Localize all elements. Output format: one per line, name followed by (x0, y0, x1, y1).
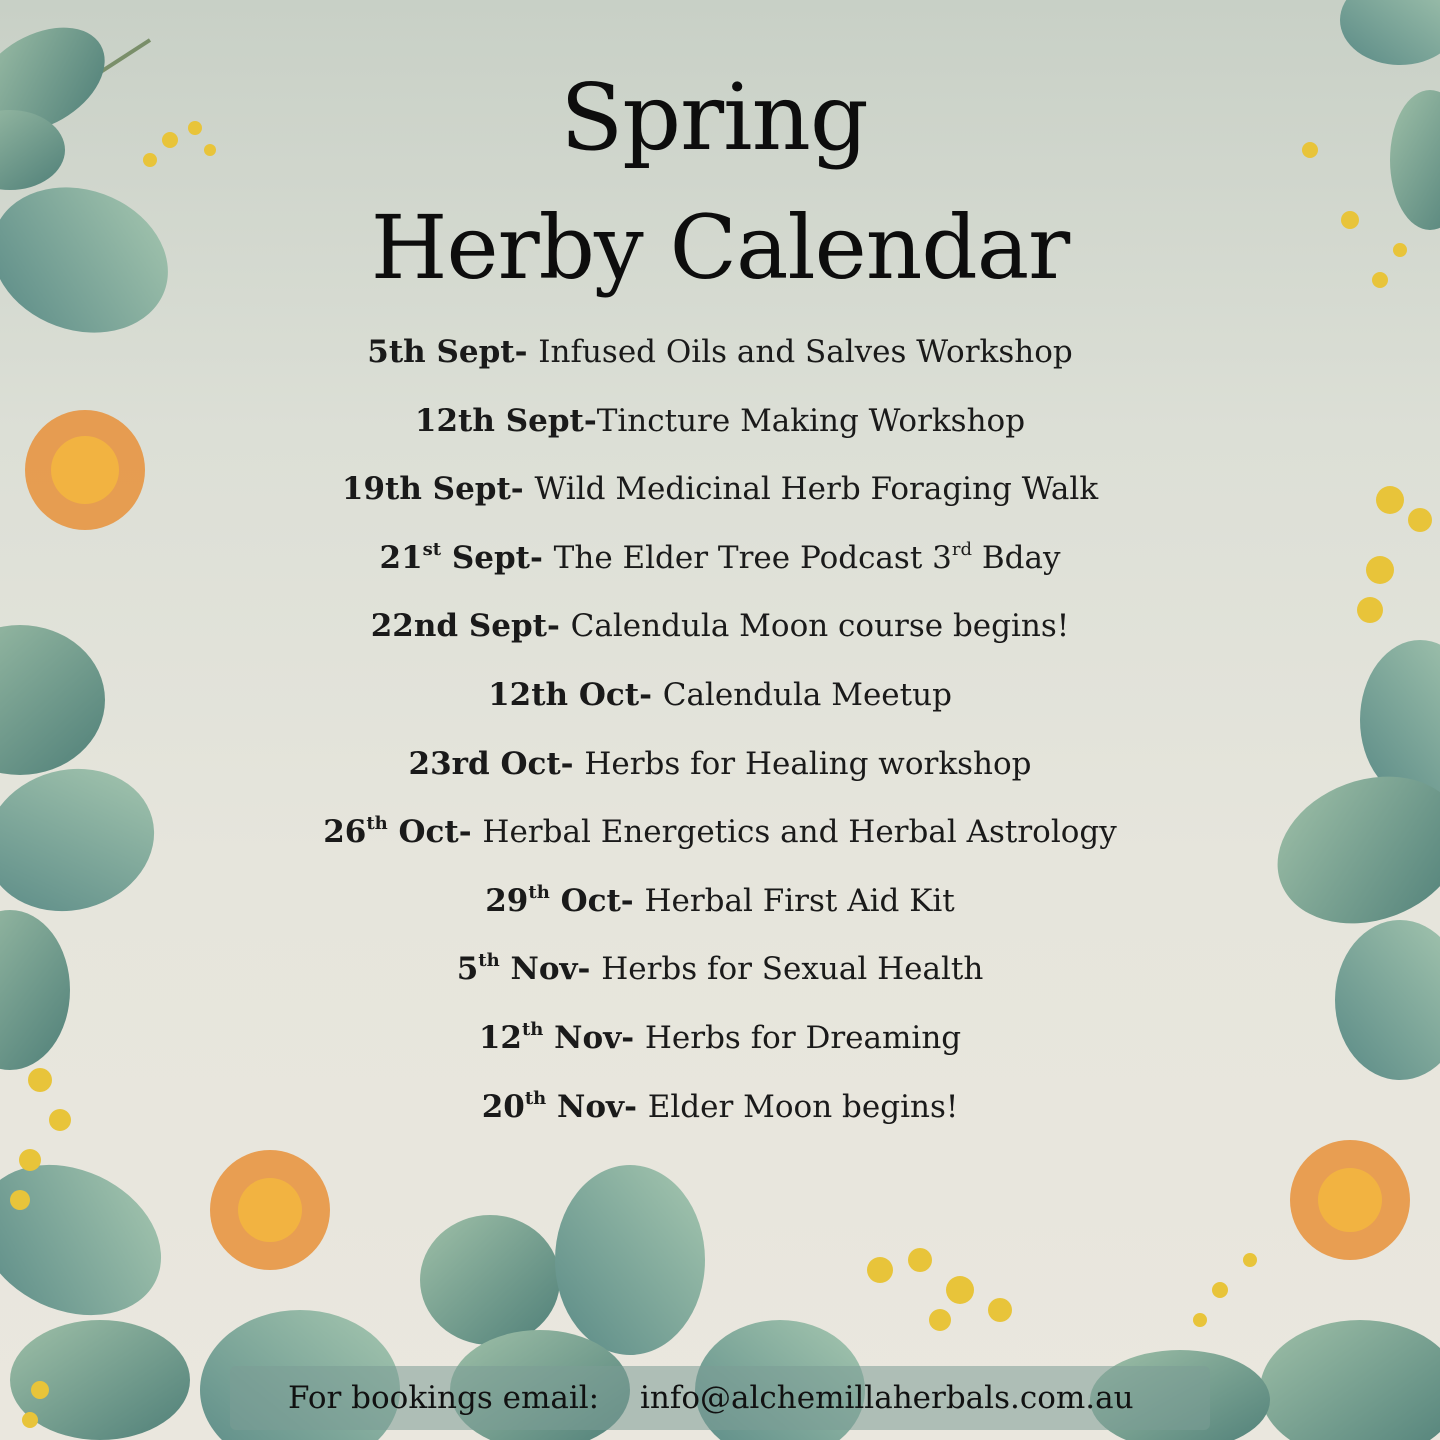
event-item (0, 661, 1440, 730)
event-date: 12th Nov- (478, 1018, 645, 1056)
event-title: Tincture Making Workshop (596, 402, 1026, 439)
event-title: Calendula Meetup (662, 676, 952, 713)
event-list (0, 318, 1440, 1141)
event-title: Herbs for Dreaming (644, 1019, 962, 1056)
event-item (0, 798, 1440, 867)
event-title: Herbal First Aid Kit (644, 882, 955, 919)
event-date: 5th Nov- (456, 950, 602, 988)
event-date: 19th Sept- (341, 471, 535, 508)
event-date: 5th Sept- (367, 334, 539, 370)
event-date: 29th Oct- (485, 881, 645, 919)
booking-footer (230, 1366, 1210, 1430)
event-item (0, 730, 1440, 799)
event-item (0, 524, 1440, 593)
event-item (0, 1073, 1440, 1142)
event-date: 20th Nov- (481, 1087, 648, 1125)
event-date: 26th Oct- (323, 813, 483, 851)
event-title: Elder Moon begins! (647, 1088, 959, 1125)
event-title: Calendula Moon course begins! (570, 608, 1070, 645)
booking-email-link[interactable]: info@alchemillaherbals.com.au (640, 1380, 1134, 1416)
event-item (0, 318, 1440, 387)
event-title: Herbs for Healing workshop (584, 745, 1032, 782)
event-date: 23rd Oct- (408, 745, 585, 782)
event-date: 21st Sept- (379, 538, 554, 576)
event-item (0, 935, 1440, 1004)
event-title: The Elder Tree Podcast 3rd Bday (553, 538, 1061, 576)
event-item (0, 455, 1440, 524)
event-date: 12th Sept- (414, 402, 597, 439)
event-title: Herbs for Sexual Health (601, 951, 984, 988)
event-item (0, 592, 1440, 661)
event-title: Herbal Energetics and Herbal Astrology (482, 814, 1117, 851)
title-line-1: Spring (560, 64, 868, 171)
event-title: Wild Medicinal Herb Foraging Walk (534, 471, 1099, 508)
event-title: Infused Oils and Salves Workshop (538, 334, 1073, 370)
booking-label: For bookings email: (288, 1380, 600, 1416)
event-date: 12th Oct- (488, 676, 663, 713)
event-item (0, 1004, 1440, 1073)
event-item (0, 387, 1440, 456)
event-date: 22nd Sept- (370, 608, 571, 645)
event-item (0, 867, 1440, 936)
title-line-2: Herby Calendar (370, 196, 1070, 299)
